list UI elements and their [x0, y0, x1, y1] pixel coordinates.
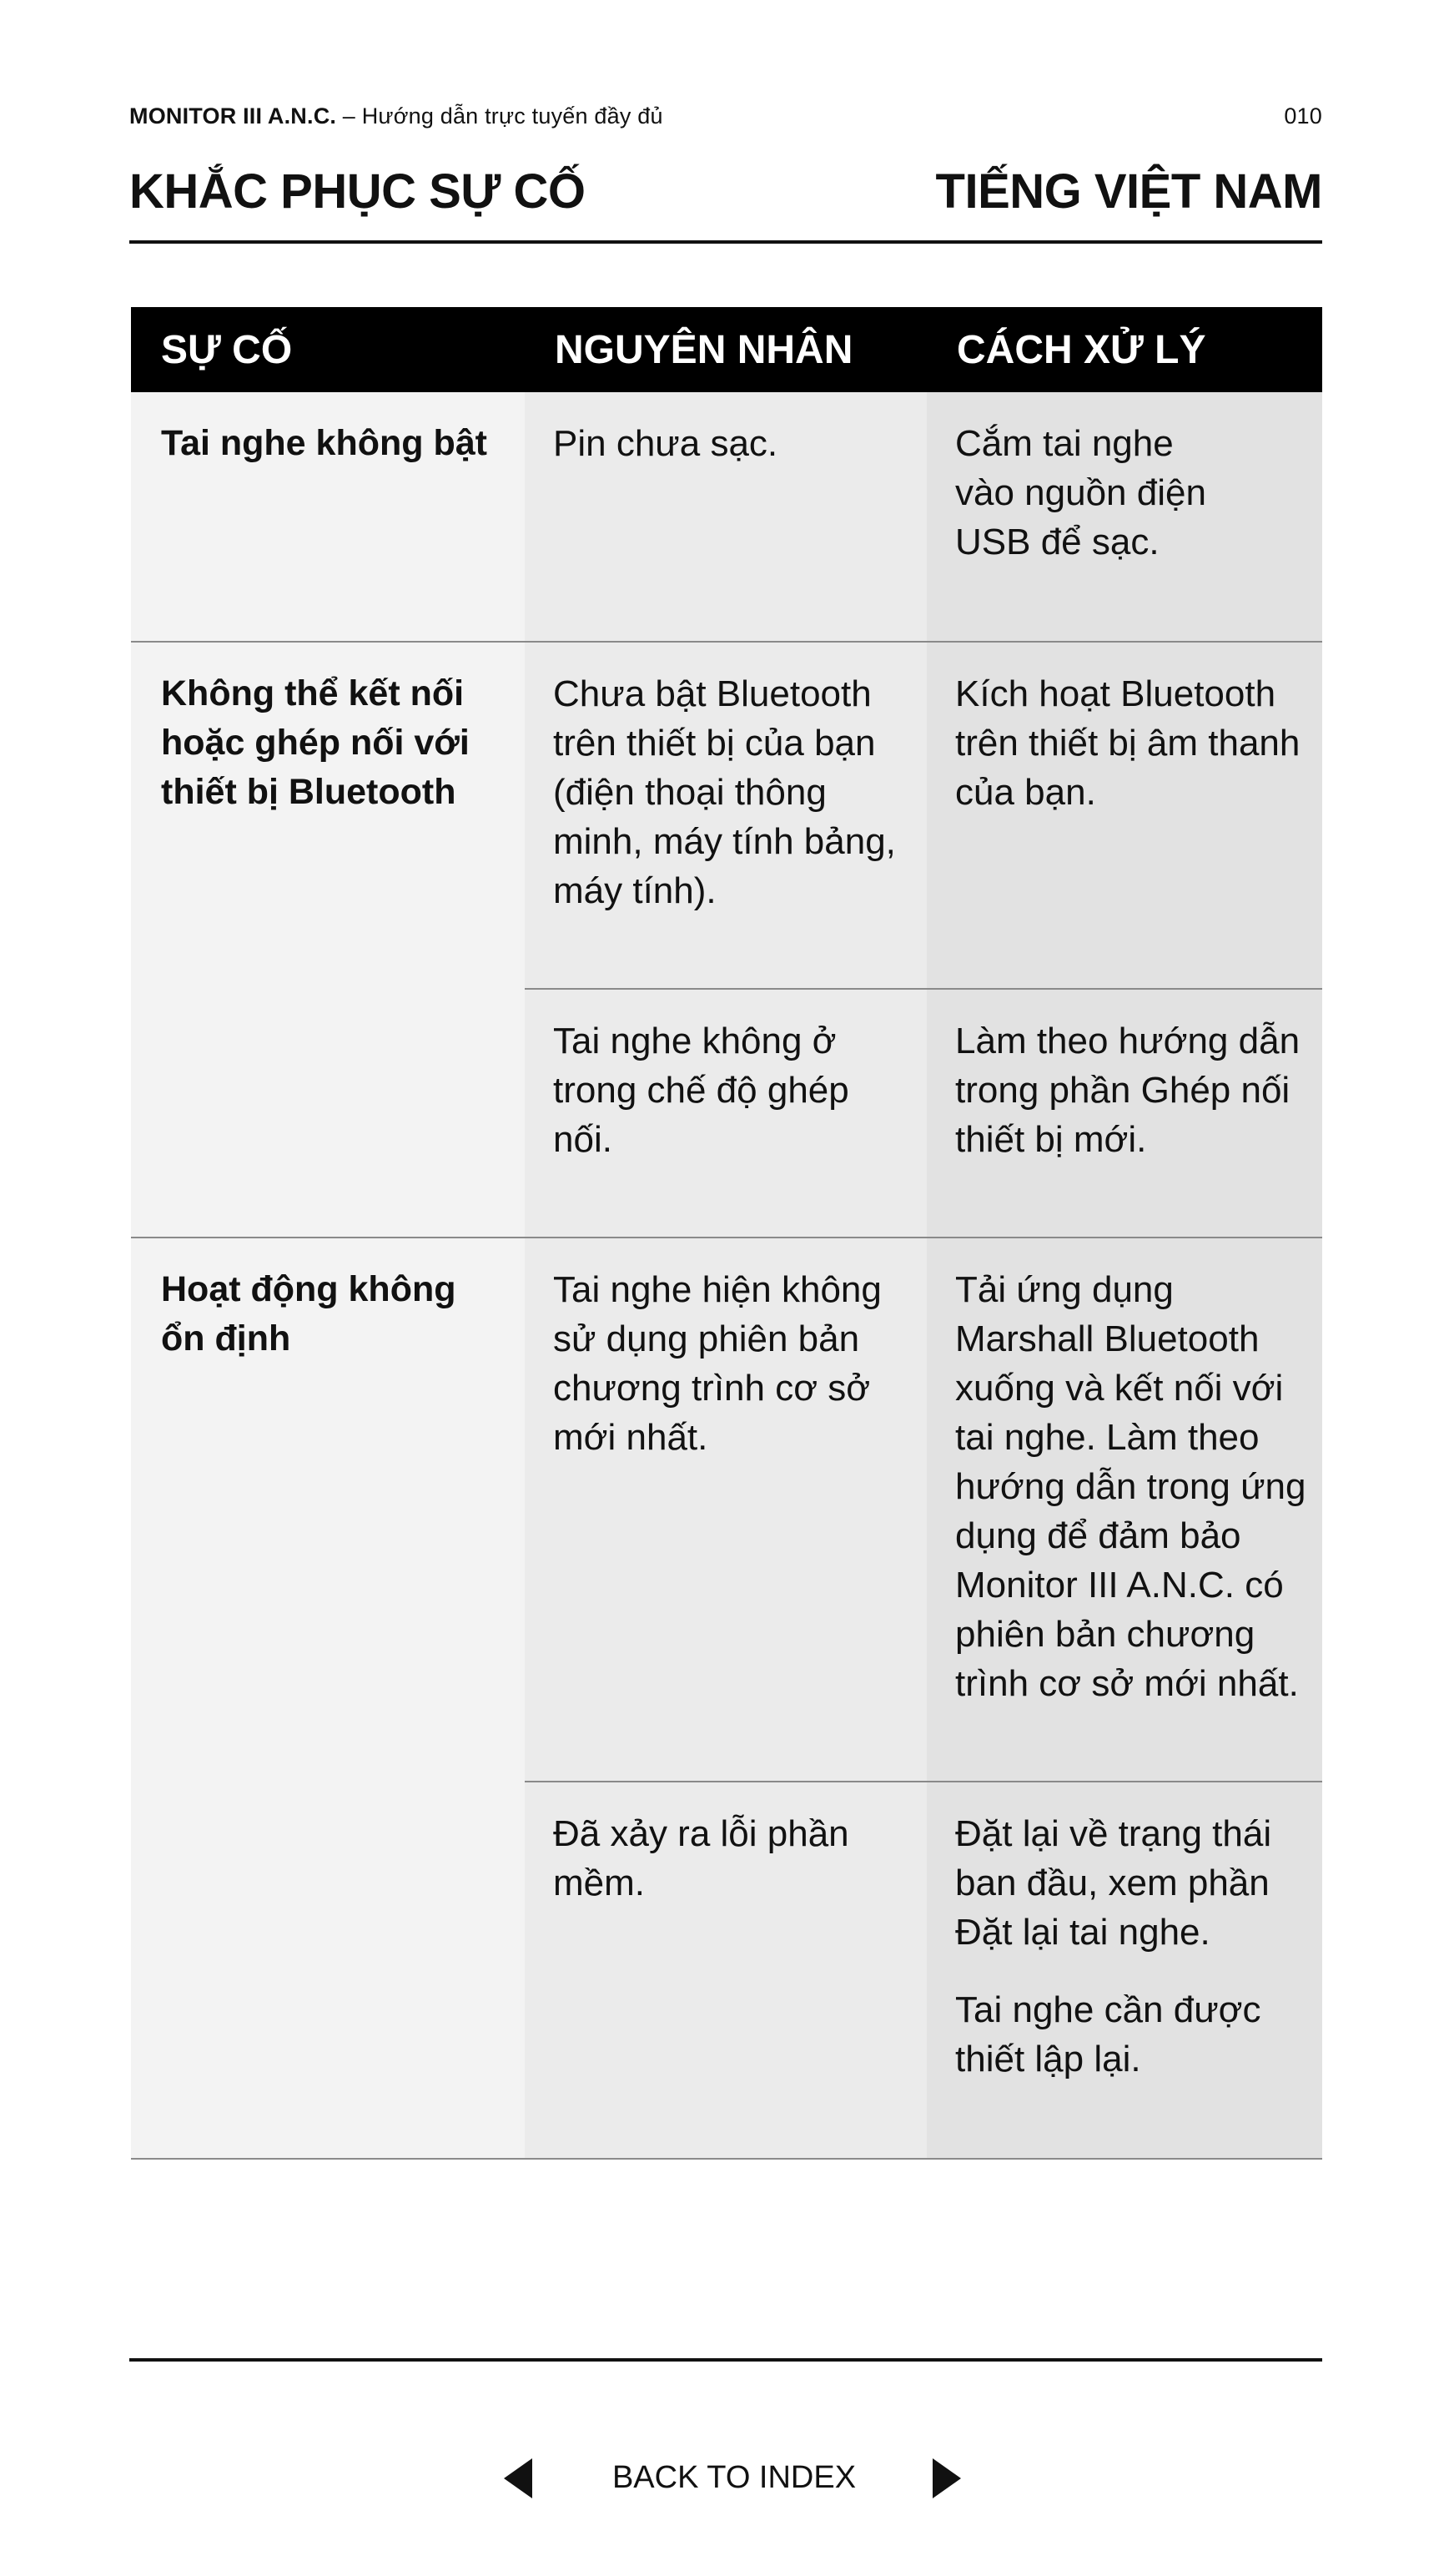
table-row: [525, 1238, 1322, 1781]
page-number: 010: [1284, 103, 1322, 129]
solution-text: Làm theo hướng dẫn trong phần Ghép nối thiết bị mới.: [955, 1021, 1301, 1160]
cause-cell: Tai nghe hiện không sử dụng phiên bản chương trình cơ sở mới nhất.: [525, 1238, 927, 1781]
cause-cell: Pin chưa sạc.: [525, 392, 927, 641]
solution-cell: [927, 392, 1322, 641]
solution-text: Tải ứng dụng Marshall Bluetooth xuống và kết nối với tai nghe. Làm theo hướng dẫn trong ứng dụng để đảm bảo Monitor III A.N.C. có phiên bản chương trình cơ sở mới nhất.: [955, 1269, 1306, 1704]
table-row: [525, 392, 1322, 641]
cause-cell: Tai nghe không ở trong chế độ ghép nối.: [525, 990, 927, 1237]
solution-text: Đặt lại về trạng thái ban đầu, xem phần Đặt lại tai nghe.: [955, 1813, 1272, 1953]
language-label: TIẾNG VIỆT NAM: [935, 164, 1322, 219]
issue-cell: Không thể kết nối hoặc ghép nối với thiết bị Bluetooth: [131, 643, 525, 1237]
table-header: [131, 307, 1322, 392]
triangle-left-icon[interactable]: [504, 2458, 532, 2498]
table-row: [525, 988, 1322, 1237]
triangle-right-icon[interactable]: [933, 2458, 961, 2498]
issue-cell: Tai nghe không bật: [131, 392, 525, 641]
page-heading: [129, 164, 1322, 230]
product-name: MONITOR III A.N.C.: [129, 103, 337, 129]
table-row-group: [131, 1238, 1322, 2160]
table-row-group: [131, 643, 1322, 1238]
column-header-issue: SỰ CỐ: [161, 327, 293, 372]
cause-cell: Đã xảy ra lỗi phần mềm.: [525, 1782, 927, 2158]
solution-text: Tai nghe cần được thiết lập lại.: [955, 1989, 1261, 2079]
solution-text: Kích hoạt Bluetooth trên thiết bị âm thanh của bạn.: [955, 673, 1301, 813]
troubleshooting-table: [131, 307, 1322, 2160]
solution-cell: [927, 643, 1322, 988]
solution-text: Cắm tai nghe vào nguồn điện USB để sạc.: [955, 423, 1206, 562]
solution-cell: [927, 1238, 1322, 1781]
page-navigation: [0, 2445, 1449, 2512]
column-header-cause: NGUYÊN NHÂN: [555, 327, 853, 372]
footer-divider: [129, 2358, 1322, 2362]
column-header-solution: CÁCH XỬ LÝ: [957, 327, 1206, 372]
solution-cell: [927, 990, 1322, 1237]
guide-subtitle: – Hướng dẫn trực tuyến đầy đủ: [336, 103, 663, 129]
back-to-index-link[interactable]: BACK TO INDEX: [611, 2460, 857, 2495]
document-meta: [129, 103, 1322, 137]
section-title: KHẮC PHỤC SỰ CỐ: [129, 164, 586, 219]
cause-cell: Chưa bật Bluetooth trên thiết bị của bạn (điện thoại thông minh, máy tính bảng, máy tính).: [525, 643, 927, 988]
issue-cell: Hoạt động không ổn định: [131, 1238, 525, 2158]
table-row-group: [131, 392, 1322, 643]
header-divider: [129, 240, 1322, 244]
solution-cell: [927, 1782, 1322, 2158]
table-row: [525, 643, 1322, 988]
table-row: [525, 1781, 1322, 2158]
